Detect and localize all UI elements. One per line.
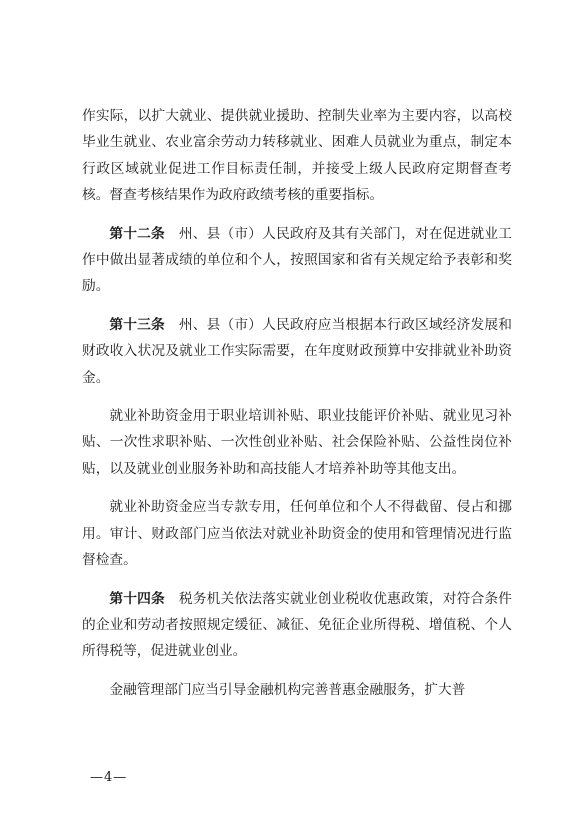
- article-12: [82, 221, 512, 300]
- paragraph: [82, 403, 512, 482]
- article-title: 第十三条: [109, 316, 165, 333]
- paragraph-text: 作实际，以扩大就业、提供就业援助、控制失业率为主要内容，以高校毕业生就业、农业富余劳动力转移就业、困难人员就业为重点，制定本行政区域就业促进工作目标责任制，并接受上级人民政府定期督查考核。督查考核结果作为政府政绩考核的重要指标。: [82, 108, 512, 204]
- paragraph-text: 就业补助资金应当专款专用，任何单位和个人不得截留、侵占和挪用。审计、财政部门应当依法对就业补助资金的使用和管理情况进行监督检查。: [82, 499, 512, 569]
- page-number: —4—: [90, 770, 128, 785]
- paragraph-text: 州、县（市）人民政府及其有关部门，对在促进就业工作中做出显著成绩的单位和个人，按照国家和省有关规定给予表彰和奖励。: [82, 225, 512, 295]
- paragraph-gap: [82, 209, 512, 221]
- article-14: [82, 586, 512, 665]
- paragraph-text: 就业补助资金用于职业培训补贴、职业技能评价补贴、就业见习补贴、一次性求职补贴、一次性创业补贴、社会保险补贴、公益性岗位补贴，以及就业创业服务补助和高技能人才培养补助等其他支出。: [82, 408, 512, 477]
- paragraph-gap: [82, 574, 512, 586]
- article-title: 第十二条: [109, 225, 165, 242]
- document-body: [82, 103, 512, 703]
- paragraph-gap: [82, 300, 512, 312]
- paragraph: [82, 677, 512, 703]
- paragraph-gap: [82, 482, 512, 494]
- paragraph-text: 州、县（市）人民政府应当根据本行政区域经济发展和财政收入状况及就业工作实际需要，在年度财政预算中安排就业补助资金。: [82, 316, 512, 386]
- paragraph-gap: [82, 391, 512, 403]
- paragraph-text: 税务机关依法落实就业创业税收优惠政策，对符合条件的企业和劳动者按照规定缓征、减征、免征企业所得税、增值税、个人所得税等，促进就业创业。: [82, 590, 512, 660]
- paragraph-text: 金融管理部门应当引导金融机构完善普惠金融服务，扩大普: [109, 681, 466, 698]
- article-title: 第十四条: [109, 590, 165, 607]
- paragraph-gap: [82, 665, 512, 677]
- paragraph-continued: [82, 103, 512, 209]
- article-13: [82, 312, 512, 391]
- paragraph: [82, 494, 512, 573]
